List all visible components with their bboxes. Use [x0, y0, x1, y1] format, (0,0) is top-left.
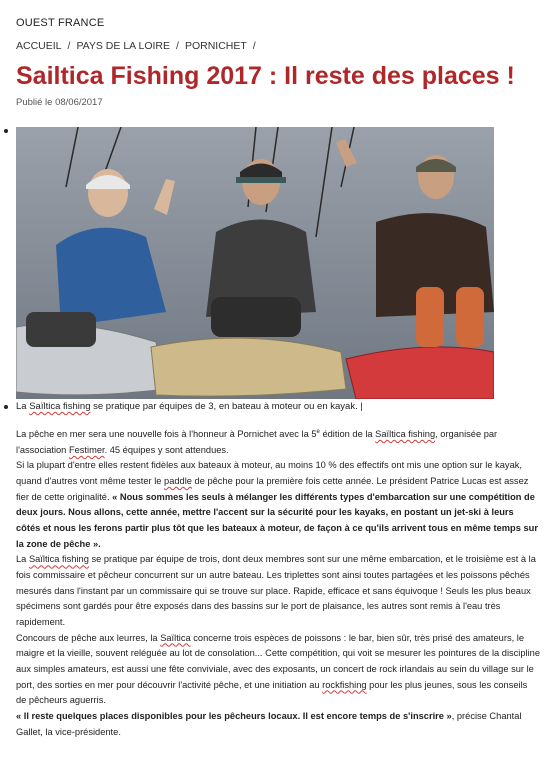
quote: « Nous sommes les seuls à mélanger les différents types d'embarcation sur une compétition de deux jours. Nous allons, cette année, mettre l'accent sur la sécurité pour les kayaks, en postant un jet-ski à leurs côtés et nous les ferons partir plus tôt que les bateaux à moteur, de façon à ce qu'ils arrivent tous en même temps sur la zone de pêche ». — [16, 491, 538, 549]
word-saltica: Saïltica — [160, 632, 191, 643]
link-festimer[interactable]: Festimer — [68, 444, 105, 455]
paragraph — [16, 552, 540, 630]
caption-link-saltica[interactable]: Saïltica fishing — [29, 401, 91, 412]
superscript: e — [316, 429, 320, 435]
paragraph — [16, 709, 540, 740]
breadcrumb-separator: / — [176, 40, 179, 52]
text: , précise Chantal Gallet, la vice-présidente. — [16, 710, 522, 737]
breadcrumb-separator: / — [67, 40, 71, 52]
paragraph — [16, 458, 540, 552]
breadcrumb-accueil[interactable]: ACCUEIL — [16, 40, 62, 52]
text: de pêche pour la première fois cette année. Le président Patrice Lucas est assez fier de cette originalité. — [16, 476, 529, 502]
article-body — [16, 425, 540, 740]
breadcrumb-separator: / — [252, 40, 256, 52]
paragraph — [16, 631, 540, 709]
breadcrumb-pornichet[interactable]: PORNICHET — [184, 40, 247, 52]
site-brand[interactable]: OUEST FRANCE — [16, 17, 105, 29]
caption-text: se pratique par équipes de 3, en bateau à moteur ou en kayak. | — [90, 401, 363, 412]
paragraph — [16, 425, 540, 458]
word-paddle: paddle — [164, 476, 192, 487]
text: édition de la — [319, 429, 376, 440]
text: Concours de pêche aux leurres, la — [16, 632, 161, 643]
text: concerne trois espèces de poissons : le bar, bien sûr, très prisé des amateurs, le maigre et la vieille, souvent reléguée au lot de consolation... Cette compétition, qui voit se mesurer les pointures de la discipline aux simples amateurs, est aussi une fête conviviale, avec des exposants, un concert de rock irlandais au sein du village sur le port, des sorties en mer pour découvrir l'activité pêche, et une initiation au — [16, 632, 541, 690]
text: se pratique par équipe de trois, dont deux membres sont sur une même embarcation, et le troisième est à la fois commissaire et pêcheur concurrent sur un autre bateau. Les triplettes sont ainsi toutes partagées et les poissons pêchés mesurés dans l'instant par un commissaire qui se trouve sur place. Rapide, efficace et sans équivoque ! Seuls les plus beaux spécimens sont gardés pour être exposés dans des bassins sur le port de plaisance, les autres sont remis à l'eau très rapidement. — [16, 554, 536, 627]
list-bullet — [4, 129, 8, 133]
link-saltica-fishing[interactable]: Saïltica fishing — [375, 429, 436, 440]
photo-caption — [16, 401, 363, 412]
text: , organisée par l'association — [16, 429, 498, 455]
text: La — [16, 554, 29, 565]
text: . 45 équipes y sont attendues. — [104, 444, 229, 455]
caption-text: La — [16, 401, 30, 412]
quote: « Il reste quelques places disponibles pour les pêcheurs locaux. Il est encore temps de s'inscrire » — [16, 710, 452, 721]
text: pour les plus jeunes, sous les conseils de pêcheurs aguerris. — [16, 679, 528, 706]
word-saltica-fishing: Saïltica fishing — [28, 554, 89, 565]
list-bullet — [4, 405, 8, 409]
article-title: Sailtica Fishing 2017 : Il reste des places ! — [16, 62, 515, 90]
breadcrumb — [16, 40, 262, 52]
breadcrumb-pays-de-la-loire[interactable]: PAYS DE LA LOIRE — [76, 40, 171, 52]
publish-date: Publié le 08/06/2017 — [16, 97, 103, 108]
article-photo — [16, 127, 494, 399]
text: La pêche en mer sera une nouvelle fois à l'honneur à Pornichet avec la 5 — [16, 429, 317, 440]
text: Si la plupart d'entre elles restent fidèles aux bateaux à moteur, au moins 10 % des effectifs ont mis une option sur le kayak, quand d'autres vont même tester le — [16, 460, 522, 487]
word-rockfishing: rockfishing — [322, 679, 367, 690]
